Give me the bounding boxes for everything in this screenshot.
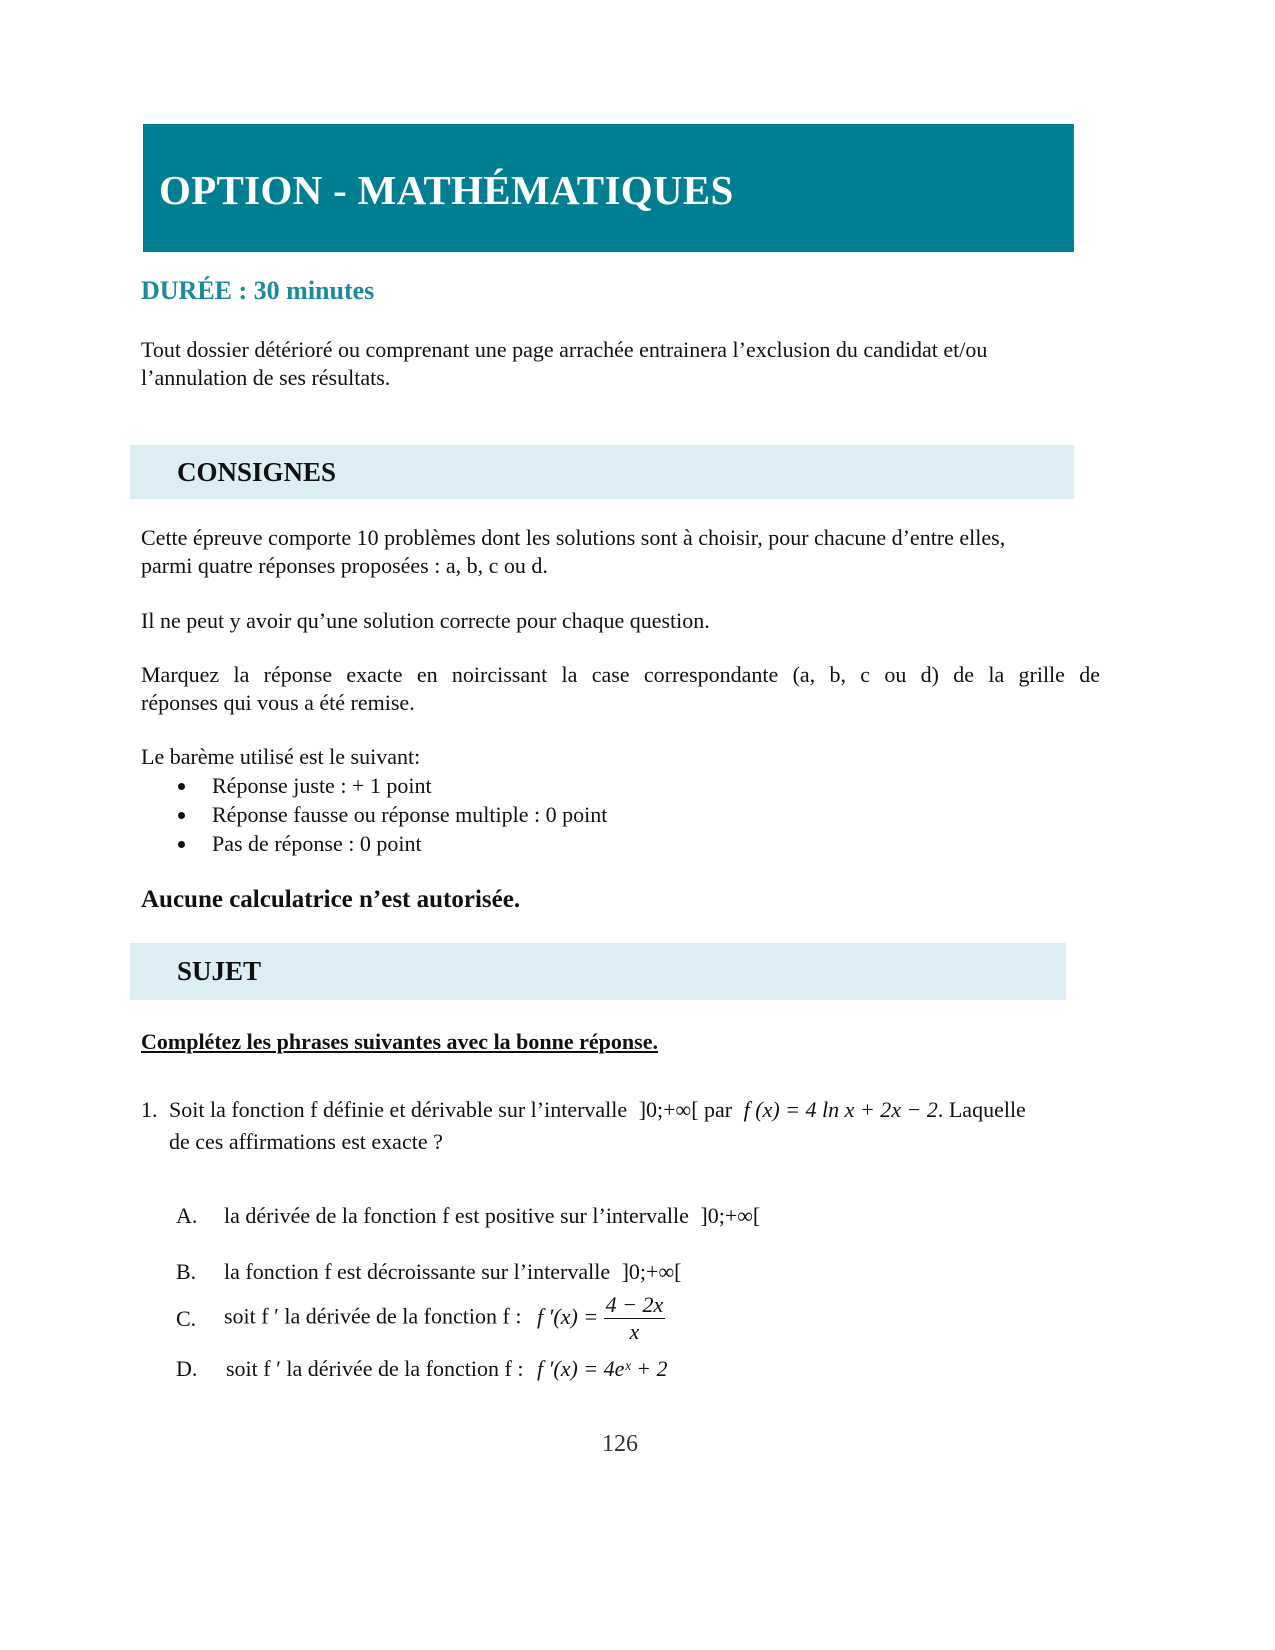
consignes-para2: Il ne peut y avoir qu’une solution correcte pour chaque question.: [141, 608, 710, 633]
question-number: 1.: [141, 1097, 158, 1122]
calculator-notice: Aucune calculatrice n’est autorisée.: [141, 886, 521, 913]
page-number: 126: [602, 1431, 638, 1457]
option-label: A.: [176, 1203, 198, 1228]
option-text: [224, 1203, 760, 1229]
option-label: C.: [176, 1306, 197, 1331]
option-text-content: soit f ′ la dérivée de la fonction f :: [226, 1356, 524, 1381]
sujet-band: [130, 943, 1066, 1000]
bareme-list: [141, 772, 607, 859]
consignes-para3: [141, 661, 1100, 717]
option-text-content: la dérivée de la fonction f est positive sur l’intervalle: [224, 1203, 689, 1228]
question-text: par: [704, 1097, 733, 1122]
warning-line: l’annulation de ses résultats.: [141, 365, 391, 390]
question-text: de ces affirmations est exacte ?: [169, 1129, 443, 1154]
title-banner: [143, 124, 1074, 252]
warning-line: Tout dossier détérioré ou comprenant une page arrachée entrainera l’exclusion du candidat et/ou: [141, 337, 988, 362]
option-label: D.: [176, 1356, 198, 1381]
consignes-para1: [141, 524, 1005, 580]
text-line: Marquez la réponse exacte en noircissant la case correspondante (a, b, c ou d) de la grille de: [141, 662, 1100, 687]
question-1: [141, 1096, 1026, 1156]
formula: f (x) = 4 ln x + 2x − 2: [743, 1097, 938, 1122]
bareme-item: Pas de réponse : 0 point: [141, 830, 607, 859]
option-text-content: soit f ′ la dérivée de la fonction f :: [224, 1303, 522, 1329]
question-text: Soit la fonction f définie et dérivable sur l’intervalle: [169, 1097, 628, 1122]
option-text: [224, 1259, 681, 1285]
option-text-content: la fonction f est décroissante sur l’intervalle: [224, 1259, 611, 1284]
option-text: [226, 1356, 667, 1382]
option-text: [224, 1292, 665, 1345]
fraction: [604, 1292, 666, 1345]
instruction: Complétez les phrases suivantes avec la bonne réponse.: [141, 1029, 658, 1054]
denominator: x: [629, 1319, 640, 1344]
formula: f ′(x) =: [536, 1303, 599, 1329]
warning-text: [141, 336, 987, 392]
bareme-intro: Le barème utilisé est le suivant:: [141, 744, 421, 769]
numerator: 4 − 2x: [605, 1292, 664, 1317]
text-line: parmi quatre réponses proposées : a, b, c ou d.: [141, 553, 548, 578]
text-line: Cette épreuve comporte 10 problèmes dont les solutions sont à choisir, pour chacune d’entre elles,: [141, 525, 1006, 550]
consignes-heading: CONSIGNES: [177, 457, 337, 487]
bareme-item: Réponse fausse ou réponse multiple : 0 point: [141, 801, 607, 830]
bareme-item: Réponse juste : + 1 point: [141, 772, 607, 801]
option-label: B.: [176, 1259, 197, 1284]
page-title: OPTION - MATHÉMATIQUES: [159, 167, 734, 213]
interval: ]0;+∞[: [700, 1203, 761, 1228]
formula: f ′(x) = 4eˣ + 2: [536, 1356, 668, 1381]
text-line: réponses qui vous a été remise.: [141, 690, 415, 715]
question-text: . Laquelle: [937, 1097, 1026, 1122]
interval: ]0;+∞[: [621, 1259, 682, 1284]
consignes-band: [130, 445, 1074, 499]
duration: DURÉE : 30 minutes: [141, 276, 375, 305]
interval: ]0;+∞[: [638, 1097, 699, 1122]
sujet-heading: SUJET: [177, 956, 262, 986]
